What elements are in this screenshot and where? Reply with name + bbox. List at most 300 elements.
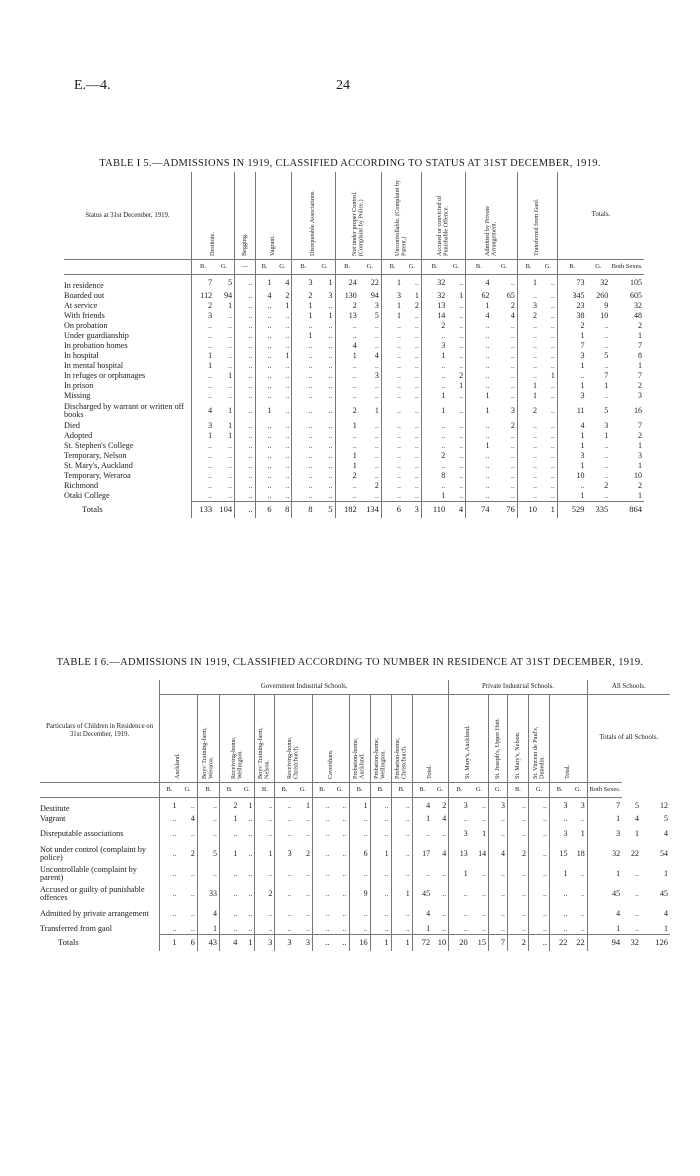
cell: 10	[557, 471, 586, 481]
cell: ..	[414, 351, 419, 360]
cell: ..	[459, 331, 464, 340]
cell: ..	[228, 471, 233, 480]
cell: 1	[664, 924, 668, 933]
cell: 3	[550, 824, 570, 844]
cell: 1	[381, 311, 403, 321]
cell: ..	[292, 401, 315, 421]
sub-label: B.	[160, 783, 179, 798]
cell: 2	[510, 301, 515, 310]
cell: 94	[224, 291, 233, 300]
cell: ..	[328, 441, 333, 450]
total-cell: 864	[610, 501, 644, 518]
cell: ..	[285, 491, 290, 500]
cell: 32	[634, 301, 642, 310]
cell: 4	[255, 291, 273, 301]
table1-body	[64, 275, 644, 518]
cell: ..	[328, 361, 333, 370]
row-label: In residence	[64, 280, 104, 290]
total-cell: 22	[569, 934, 587, 951]
cell: ..	[349, 924, 370, 934]
sub-label: B.	[391, 783, 412, 798]
cell: ..	[374, 321, 379, 330]
cell: ..	[517, 361, 539, 371]
table-row	[64, 321, 644, 331]
cell: 1	[228, 431, 233, 440]
cell: 1	[292, 331, 315, 341]
col-not-under-control: Not under proper Control. (Complaint by Police.)	[350, 191, 365, 256]
cell: ..	[517, 451, 539, 461]
cell: ..	[414, 461, 419, 470]
total-cell: 133	[191, 501, 214, 518]
sub-label: G.	[489, 783, 508, 798]
cell: 3	[510, 406, 515, 415]
cell: 1	[421, 491, 447, 501]
cell: ..	[292, 471, 315, 481]
cell: ..	[374, 461, 379, 470]
cell: 7	[638, 371, 642, 380]
cell: ..	[459, 321, 464, 330]
cell: ..	[255, 321, 273, 331]
cell: 2	[507, 844, 528, 864]
cell: ..	[255, 381, 273, 391]
cell: 3	[580, 801, 585, 810]
cell: 7	[587, 798, 622, 815]
cell: 1	[482, 829, 487, 838]
cell: 45	[412, 884, 432, 904]
cell: ..	[285, 311, 290, 320]
cell: ..	[285, 441, 290, 450]
total-cell: 20	[449, 934, 470, 951]
cell: ..	[517, 421, 539, 431]
cell: ..	[191, 461, 214, 471]
cell: ..	[306, 869, 310, 878]
cell: 1	[381, 301, 403, 311]
total-cell: 32	[622, 934, 641, 951]
sub-label: B.	[313, 783, 332, 798]
cell: ..	[313, 814, 332, 824]
cell: ..	[255, 451, 273, 461]
table-row	[64, 371, 644, 381]
table-row	[64, 471, 644, 481]
cell: ..	[328, 321, 333, 330]
cell: ..	[466, 431, 492, 441]
cell: ..	[248, 849, 253, 858]
table-row	[40, 814, 670, 824]
cell: 1	[557, 461, 586, 471]
cell: ..	[292, 341, 315, 351]
cell: ..	[255, 471, 273, 481]
cell: ..	[235, 431, 256, 441]
cell: ..	[381, 391, 403, 401]
cell: 3	[557, 391, 586, 401]
cell: ..	[275, 864, 294, 884]
cell: ..	[482, 909, 487, 918]
sub-label: G.	[178, 783, 197, 798]
cell: ..	[191, 451, 214, 461]
cell: ..	[285, 471, 290, 480]
cell: 1	[414, 291, 419, 300]
cell: ..	[528, 814, 549, 824]
total-cell: 182	[335, 501, 359, 518]
cell: ..	[442, 889, 447, 898]
cell: 1	[412, 814, 432, 824]
sub-label: G.	[273, 260, 291, 275]
cell: ..	[391, 824, 412, 844]
cell: 7	[638, 341, 642, 350]
cell: 1	[391, 884, 412, 904]
cell: 4	[191, 401, 214, 421]
cell: 3	[292, 275, 315, 292]
cell: ..	[517, 481, 539, 491]
cell: ..	[604, 361, 609, 370]
cell: 3	[191, 421, 214, 431]
cell: ..	[381, 381, 403, 391]
cell: ..	[414, 331, 419, 340]
cell: 2	[421, 451, 447, 461]
cell: ..	[292, 371, 315, 381]
total-cell: ..	[313, 934, 332, 951]
cell: 1	[466, 391, 492, 401]
cell: ..	[528, 864, 549, 884]
cell: ..	[374, 341, 379, 350]
cell: ..	[414, 311, 419, 320]
row-label: Missing	[64, 391, 91, 400]
cell: ..	[550, 481, 555, 490]
cell: 3	[604, 421, 609, 430]
cell: ..	[459, 351, 464, 360]
cell: 2	[292, 291, 315, 301]
cell: 1	[191, 361, 214, 371]
cell: ..	[349, 814, 370, 824]
cell: ..	[235, 341, 256, 351]
table-row	[64, 421, 644, 431]
cell: ..	[370, 814, 391, 824]
cell: ..	[381, 341, 403, 351]
total-cell: 43	[197, 934, 219, 951]
cell: 1	[374, 406, 379, 415]
cell: ..	[235, 391, 256, 401]
cell: 1	[604, 381, 609, 390]
col2-probation-wellington: Probation-home, Wellington.	[373, 737, 387, 779]
cell: ..	[285, 321, 290, 330]
cell: 4	[664, 909, 668, 918]
cell: ..	[313, 904, 332, 924]
cell: ..	[219, 864, 239, 884]
cell: ..	[459, 471, 464, 480]
cell: ..	[550, 421, 555, 430]
cell: 3	[374, 301, 379, 310]
cell: 18	[576, 849, 585, 858]
row-label: Otaki College	[64, 491, 110, 500]
cell: ..	[292, 421, 315, 431]
cell: 45	[660, 889, 668, 898]
cell: ..	[190, 829, 195, 838]
table-row	[64, 391, 644, 401]
cell: 4	[510, 311, 515, 320]
cell: ..	[421, 461, 447, 471]
col2-all-totals: Totals of all Schools.	[587, 695, 670, 783]
table-row	[64, 331, 644, 341]
col2-gov-total: Total.	[426, 764, 434, 779]
cell: 1	[248, 801, 253, 810]
cell: 2	[638, 431, 642, 440]
sub-label: B.	[292, 260, 315, 275]
cell: ..	[482, 889, 487, 898]
table-row	[64, 481, 644, 491]
cell: ..	[255, 351, 273, 361]
cell: ..	[328, 421, 333, 430]
cell: ..	[235, 421, 256, 431]
cell: 62	[466, 291, 492, 301]
sub-label: Both Sexes.	[587, 783, 622, 798]
cell: 2	[517, 311, 539, 321]
cell: 4	[285, 278, 290, 287]
cell: ..	[517, 491, 539, 501]
total-cell: 7	[489, 934, 508, 951]
cell: 1	[255, 275, 273, 292]
table-row	[40, 924, 670, 934]
cell: ..	[235, 275, 256, 292]
cell: ..	[228, 331, 233, 340]
table-row	[64, 301, 644, 311]
table2-title: TABLE I 6.—ADMISSIONS IN 1919, CLASSIFIED ACCORDING TO NUMBER IN RESIDENCE AT 31ST DECEMBER, 1919.	[56, 657, 644, 668]
cell: 1	[160, 798, 179, 815]
cell: ..	[285, 371, 290, 380]
cell: ..	[306, 814, 310, 823]
cell: ..	[528, 844, 549, 864]
cell: ..	[235, 381, 256, 391]
total-cell: 1	[370, 934, 391, 951]
table-row	[40, 904, 670, 924]
cell: ..	[313, 824, 332, 844]
cell: 2	[335, 471, 359, 481]
cell: ..	[482, 924, 487, 933]
cell: ..	[459, 311, 464, 320]
cell: ..	[255, 341, 273, 351]
cell: ..	[482, 869, 487, 878]
total-cell: 16	[349, 934, 370, 951]
cell: ..	[228, 391, 233, 400]
cell: ..	[235, 351, 256, 361]
document-code: E.—4.	[74, 78, 111, 93]
cell: ..	[580, 909, 585, 918]
cell: ..	[421, 331, 447, 341]
cell: ..	[374, 421, 379, 430]
cell: 1	[466, 301, 492, 311]
cell: ..	[235, 331, 256, 341]
cell: ..	[391, 798, 412, 815]
cell: ..	[550, 924, 570, 934]
cell: ..	[414, 421, 419, 430]
col2-christchurch-home: Receiving-home, Christchurch.	[286, 736, 300, 779]
cell: ..	[328, 341, 333, 350]
cell: 4	[664, 829, 668, 838]
cell: ..	[414, 451, 419, 460]
cell: ..	[414, 406, 419, 415]
cell: 3	[374, 371, 379, 380]
table2-stub-header: Particulars of Children in Residence on 31st December, 1919.	[46, 723, 154, 738]
col2-nelson-farm: Boys' Training-farm, Nelson.	[257, 727, 271, 779]
cell: 1	[335, 451, 359, 461]
row-label: Adopted	[64, 431, 93, 440]
cell: 2	[190, 849, 195, 858]
cell: 1	[557, 491, 586, 501]
cell: ..	[557, 481, 586, 491]
group-government: Government Industrial Schools.	[160, 680, 449, 695]
cell: 130	[335, 291, 359, 301]
sub-label: B.	[507, 783, 528, 798]
cell: ..	[292, 491, 315, 501]
cell: 2	[459, 371, 464, 380]
cell: ..	[275, 904, 294, 924]
cell: ..	[313, 864, 332, 884]
cell: 1	[370, 844, 391, 864]
cell: 345	[557, 291, 586, 301]
cell: ..	[510, 431, 515, 440]
cell: ..	[634, 924, 639, 933]
cell: ..	[370, 798, 391, 815]
cell: ..	[190, 869, 195, 878]
cell: ..	[381, 351, 403, 361]
cell: ..	[507, 824, 528, 844]
cell: ..	[306, 889, 310, 898]
table2	[40, 680, 670, 951]
cell: ..	[381, 421, 403, 431]
table-row	[40, 864, 670, 884]
sub-label: G.	[331, 783, 349, 798]
cell: ..	[285, 461, 290, 470]
cell: 5	[228, 278, 233, 287]
cell: ..	[335, 481, 359, 491]
cell: 1	[587, 864, 622, 884]
col-accused: Accused or convicted of Punishable Offence.	[435, 195, 450, 256]
sub-label: G.	[359, 260, 382, 275]
col2-caversham: Caversham.	[326, 749, 334, 779]
cell: ..	[235, 361, 256, 371]
cell: 5	[604, 406, 609, 415]
cell: 22	[630, 849, 639, 858]
totals-row	[64, 501, 644, 518]
table-row	[40, 798, 670, 815]
sub-label: B.	[219, 783, 239, 798]
cell: ..	[292, 391, 315, 401]
cell: 4	[466, 275, 492, 292]
cell: ..	[459, 451, 464, 460]
cell: 2	[638, 481, 642, 490]
cell: ..	[328, 351, 333, 360]
cell: ..	[335, 391, 359, 401]
row-label: In probation homes	[64, 341, 128, 350]
cell: ..	[466, 331, 492, 341]
sub-label: G.	[314, 260, 335, 275]
cell: 3	[275, 844, 294, 864]
cell: ..	[275, 924, 294, 934]
cell: ..	[442, 829, 447, 838]
cell: ..	[414, 361, 419, 370]
cell: ..	[517, 331, 539, 341]
row-label: In mental hospital	[64, 361, 124, 370]
cell: ..	[459, 278, 464, 287]
cell: ..	[292, 441, 315, 451]
cell: 4	[197, 904, 219, 924]
cell: ..	[550, 361, 555, 370]
cell: 2	[414, 301, 419, 310]
cell: ..	[228, 491, 233, 500]
cell: ..	[391, 904, 412, 924]
cell: ..	[517, 321, 539, 331]
row-label: Died	[64, 421, 80, 430]
cell: ..	[528, 824, 549, 844]
cell: 1	[604, 431, 609, 440]
cell: 3	[381, 291, 403, 301]
cell: 1	[638, 361, 642, 370]
cell: ..	[255, 311, 273, 321]
cell: ..	[442, 909, 447, 918]
cell: ..	[235, 321, 256, 331]
cell: 3	[638, 451, 642, 460]
cell: ..	[604, 391, 609, 400]
group-private: Private Industrial Schools.	[449, 680, 587, 695]
cell: 3	[557, 451, 586, 461]
cell: ..	[255, 814, 275, 824]
cell: ..	[374, 361, 379, 370]
col-totals: Totals.	[557, 172, 644, 260]
cell: 1	[459, 291, 464, 300]
total-cell: 10	[517, 501, 539, 518]
cell: ..	[160, 924, 179, 934]
total-cell: 2	[507, 934, 528, 951]
cell: 7	[638, 421, 642, 430]
cell: 54	[660, 849, 668, 858]
cell: 1	[557, 441, 586, 451]
cell: 1	[228, 406, 233, 415]
cell: ..	[228, 441, 233, 450]
cell: ..	[235, 441, 256, 451]
cell: ..	[381, 461, 403, 471]
total-cell: 529	[557, 501, 586, 518]
cell: ..	[335, 371, 359, 381]
cell: ..	[292, 451, 315, 461]
cell: ..	[335, 491, 359, 501]
col2-probation-auckland: Probation-home, Auckland.	[352, 737, 366, 779]
cell: ..	[466, 471, 492, 481]
cell: ..	[342, 869, 347, 878]
total-cell: ..	[235, 501, 256, 518]
cell: ..	[421, 431, 447, 441]
sub-label: Both Sexes.	[610, 260, 644, 275]
cell: ..	[219, 824, 239, 844]
cell: 1	[292, 301, 315, 311]
table-row	[64, 451, 644, 461]
cell: ..	[190, 924, 195, 933]
cell: ..	[459, 406, 464, 415]
cell: ..	[391, 864, 412, 884]
cell: 14	[421, 311, 447, 321]
total-cell: 126	[641, 934, 670, 951]
cell: ..	[292, 481, 315, 491]
cell: ..	[510, 351, 515, 360]
col-destitute: Destitute.	[208, 232, 216, 256]
cell: 3	[449, 798, 470, 815]
cell: ..	[191, 491, 214, 501]
cell: 5	[664, 814, 668, 823]
cell: ..	[550, 391, 555, 400]
cell: 38	[557, 311, 586, 321]
cell: 33	[197, 884, 219, 904]
cell: ..	[510, 461, 515, 470]
cell: ..	[374, 381, 379, 390]
sub-label: G.	[492, 260, 518, 275]
